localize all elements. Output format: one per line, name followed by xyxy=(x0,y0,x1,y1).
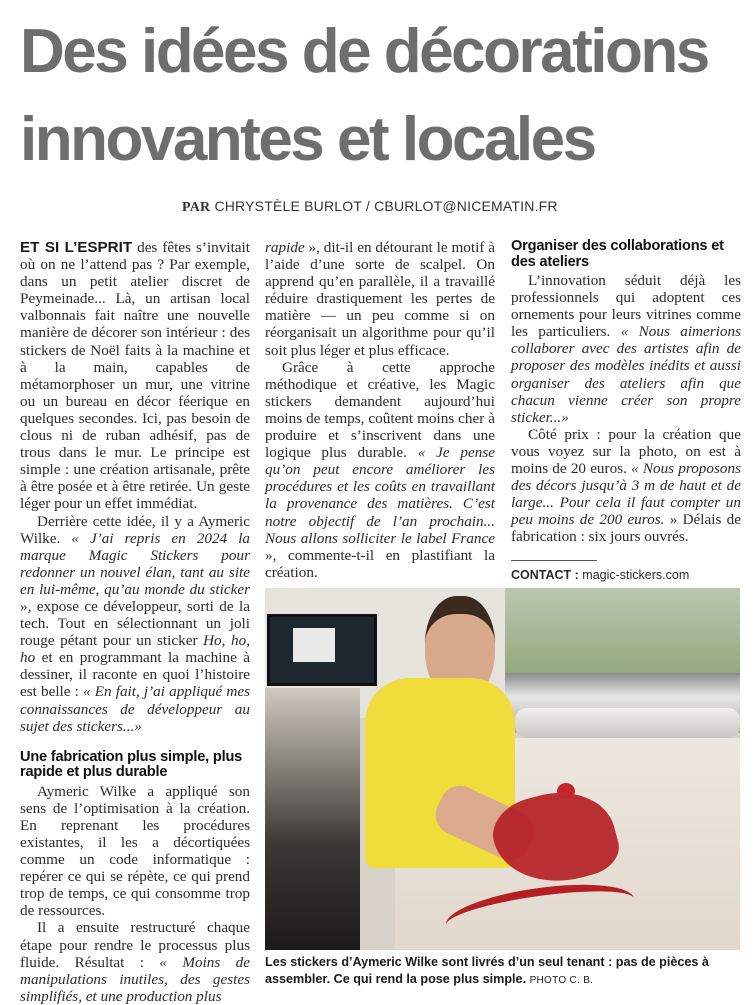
body-text: », dit-il en détourant le motif à l’aide d’une sorte de scalpel. On apprend qu’en parallèle, il a travaillé réduire drastiquement les pertes de matière — un peu comme si on réorganisait un algorithme pour qu’il soit plus léger et plus efficace. xyxy=(265,239,495,359)
byline xyxy=(182,198,558,216)
quote-text: rapide xyxy=(265,239,305,256)
quote-text: « J’ai repris en 2024 la marque Magic Stickers pour redonner un nouvel élan, tant au site en lui-même, qu’au monde du sticker xyxy=(20,529,251,598)
quote-text: « Nous proposons des décors jusqu’à 3 m de haut et de large... Pour cela il faut compter un peu moins de 200 euros. xyxy=(511,460,741,529)
contact-website-link[interactable]: magic-stickers.com xyxy=(582,567,690,582)
photo-desk-left xyxy=(265,688,360,950)
section-subheading: Organiser des collaborations et des ateliers xyxy=(511,238,724,270)
caption-text: Les stickers d’Aymeric Wilke sont livrés d’un seul tenant : pas de pièces à assembler. Ce qui rend la pose plus simple. xyxy=(265,955,709,986)
quote-text: « Je pense qu’on peut encore améliorer les procédures et les coûts en travaillant la provenance des matières. C’est notre objectif de l’an prochain... Nous allons solliciter le label France xyxy=(265,444,495,547)
contact-divider xyxy=(511,560,597,561)
quote-text: « En fait, j’ai appliqué mes connaissances de développeur au sujet des stickers...» xyxy=(20,683,251,735)
article-paragraph xyxy=(265,359,495,581)
photo-monitor-screen-art xyxy=(293,628,335,662)
byline-author: CHRYSTÈLE BURLOT / CBURLOT@NICEMATIN.FR xyxy=(214,198,558,214)
section-subheading: Une fabrication plus simple, plus rapide et plus durable xyxy=(20,748,243,781)
photo-credit: PHOTO C. B. xyxy=(529,975,594,986)
article-paragraph xyxy=(265,239,495,359)
headline xyxy=(20,8,734,184)
body-text: Côté prix : pour la création que vous voyez sur la photo, on est à moins de 20 euros. xyxy=(511,425,741,478)
body-text: Aymeric Wilke a appliqué son sens de l’optimisation à la création. En reprenant les procédures existantes, il les a décortiquées comme un code informatique : repérer ce qui se répète, ce qui prend trop de temps, ce qui consomme trop de ressources. xyxy=(20,782,250,920)
body-text: et en programmant la machine à dessiner, il raconte en quoi l’histoire est belle : xyxy=(20,649,250,701)
article-column-3 xyxy=(511,239,741,584)
photo-red-ornament xyxy=(557,783,575,799)
body-text: Il a ensuite restructuré chaque étape pour rendre le processus plus fluide. Résultat : xyxy=(20,919,250,971)
body-text: L’innovation séduit déjà les professionnels qui adoptent ces ornements pour leurs vitrines comme les particuliers. xyxy=(511,272,741,341)
body-text: » Délais de fabrication : six jours ouvrés. xyxy=(511,511,742,546)
lead-in: ET SI L’ESPRIT xyxy=(20,239,133,256)
photo-roller xyxy=(515,708,740,738)
article-paragraph xyxy=(20,513,250,735)
photo-caption xyxy=(265,954,745,989)
contact-label: CONTACT : xyxy=(511,567,579,582)
quote-text: Ho, ho, ho xyxy=(20,632,250,667)
column-3-body xyxy=(511,239,741,546)
quote-text: « Nous aimerions collaborer avec des artistes afin de proposer des modèles inédits et aussi organiser des ateliers afin que chacun vienne créer son propre sticker...» xyxy=(511,323,741,426)
article-paragraph xyxy=(20,919,250,1004)
body-text: », commente-t-il en plastifiant la création. xyxy=(265,546,495,581)
article-paragraph xyxy=(511,272,741,426)
quote-text: « Moins de manipulations inutiles, des gestes simplifiés, et une production plus xyxy=(20,953,250,1005)
contact-line xyxy=(511,567,741,584)
article-paragraph xyxy=(20,783,250,920)
body-text: des fêtes s’invitait où on ne l’attend pas ? Par exemple, dans un petit atelier discret de Peymeinade... Là, un artisan local valbonnais fait naître une nouvelle manière de décorer son intérieur : des stickers de Noël faits à la machine et à la main, capables de métamorphoser un mur, une vitrine ou un bureau en décor féerique en quelques secondes. Ici, pas besoin de clous ni de ruban adhésif, pas de trous dans le mur. Le principe est simple : une création artisanale, prête à être posée et à être retirée. Un geste léger pour un effet immédiat. xyxy=(20,239,250,513)
headline-line-2: innovantes et locales xyxy=(20,105,595,174)
article-column-2 xyxy=(265,239,495,581)
article-paragraph xyxy=(511,426,741,546)
article-column-1 xyxy=(20,239,250,1005)
body-text: », expose ce développeur, sorti de la tech. Tout en sélectionnant un joli rouge pétant pour un sticker xyxy=(20,597,250,650)
byline-prefix: PAR xyxy=(182,200,211,215)
body-text: Grâce à cette approche méthodique et créative, les Magic stickers demandent aujourd’hui moins de temps, coûtent moins cher à produire et s’inscrivent dans une logique plus durable. xyxy=(265,358,495,462)
headline-line-1: Des idées de décorations xyxy=(20,17,708,86)
article-paragraph xyxy=(20,239,250,513)
article-photo xyxy=(265,588,740,950)
body-text: Derrière cette idée, il y a Aymeric Wilke. xyxy=(20,512,250,547)
